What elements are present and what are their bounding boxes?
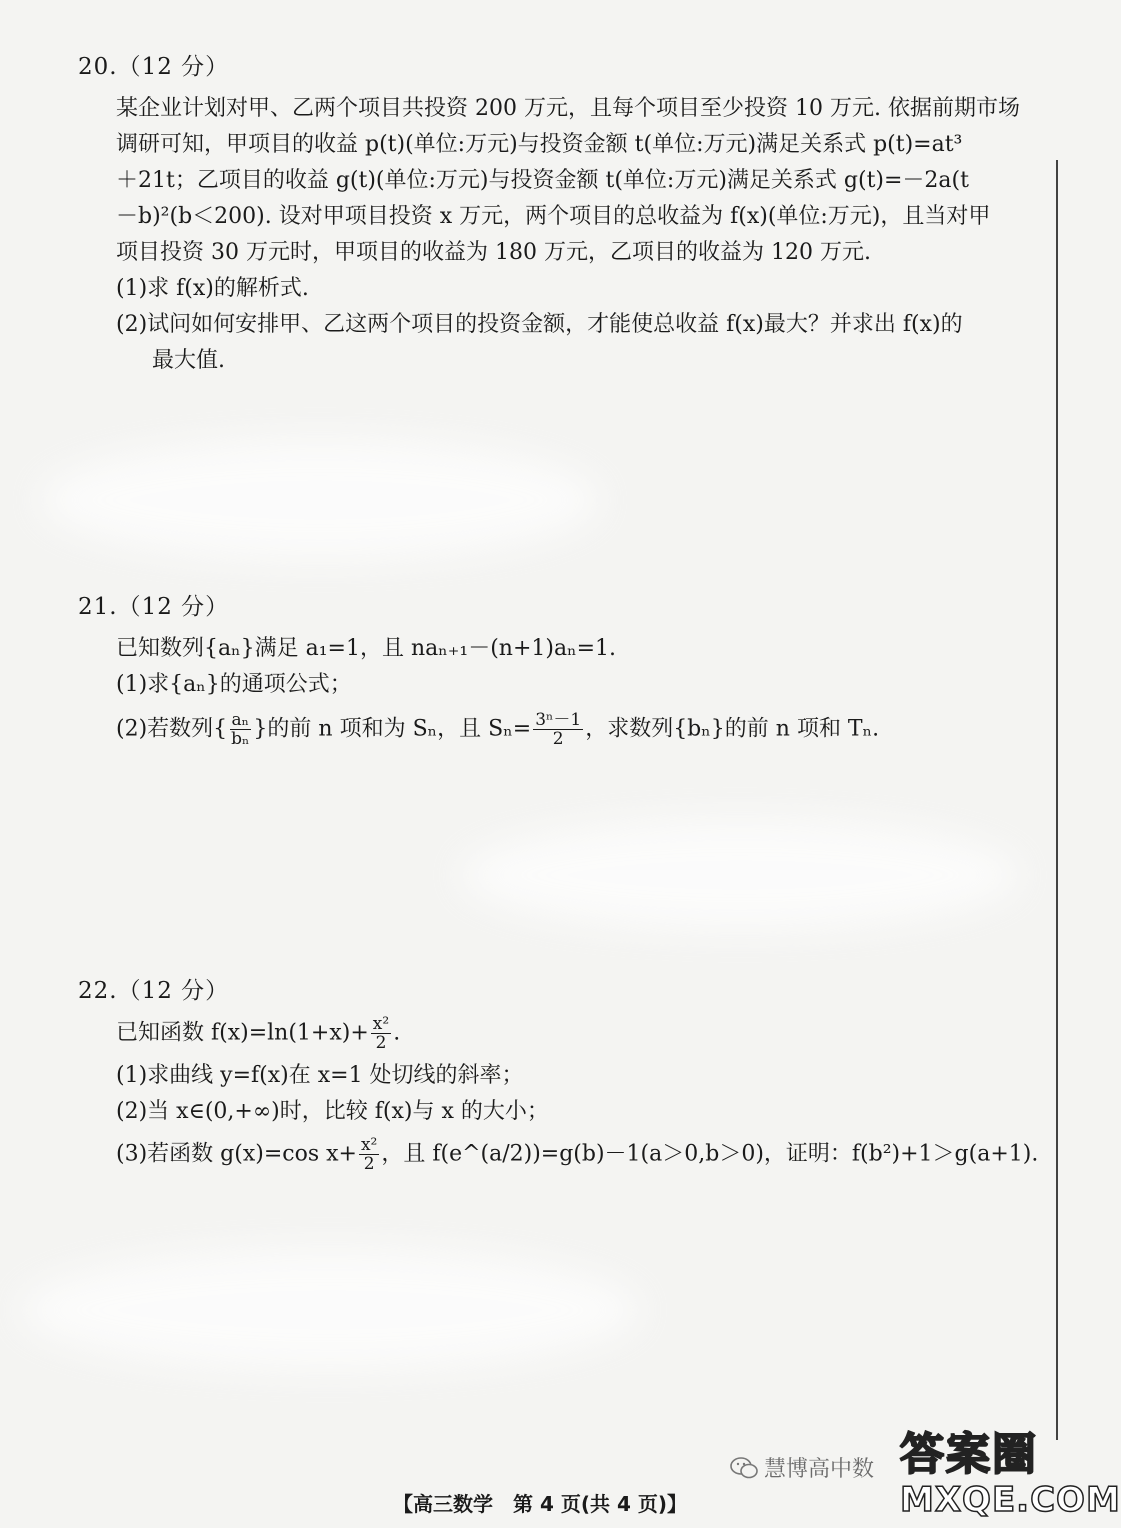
fraction-x2-over-2 [359, 1136, 379, 1173]
page-edge-line [1056, 160, 1058, 1440]
scan-smudge [460, 820, 1020, 930]
wechat-icon [730, 1457, 758, 1479]
question-20-line: 某企业计划对甲、乙两个项目共投资 200 万元，且每个项目至少投资 10 万元. 依据前期市场 [116, 96, 1020, 121]
fraction-x2-over-2 [371, 1015, 391, 1052]
question-20 [78, 48, 1038, 379]
question-20-line: －b)²(b＜200). 设对甲项目投资 x 万元，两个项目的总收益为 f(x)(单位:万元)，且当对甲 [116, 204, 991, 229]
question-20-line: ＋21t；乙项目的收益 g(t)(单位:万元)与投资金额 t(单位:万元)满足关系式 g(t)=－2a(t [116, 168, 969, 193]
fraction-sn [533, 711, 583, 748]
question-22-heading: 22.（12 分） [78, 978, 230, 1004]
question-20-part-2: (2)试问如何安排甲、乙这两个项目的投资金额，才能使总收益 f(x)最大？并求出 f(x)的 [116, 312, 963, 337]
question-20-part-1: (1)求 f(x)的解析式. [116, 276, 309, 301]
question-21-part-1: (1)求{aₙ}的通项公式； [116, 672, 352, 697]
fraction-numerator: x² [360, 1135, 378, 1155]
fraction-numerator: aₙ [231, 710, 250, 730]
question-21 [78, 588, 1038, 748]
text-segment: (3)若函数 g(x)=cos x+ [116, 1141, 357, 1167]
question-21-part-2 [78, 711, 1038, 748]
text-segment: (2)若数列{ [116, 716, 228, 742]
watermark-text: 慧博高中数 [764, 1457, 875, 1482]
text-segment: }的前 n 项和为 Sₙ，且 Sₙ= [253, 716, 532, 742]
scan-smudge [20, 1250, 640, 1370]
fraction-numerator: 3ⁿ－1 [535, 710, 582, 730]
question-22-stem [78, 1015, 1038, 1052]
logo-title: 答案圈 [900, 1429, 1038, 1480]
question-20-line: 调研可知，甲项目的收益 p(t)(单位:万元)与投资金额 t(单位:万元)满足关系式 p(t)=at³ [116, 132, 963, 157]
wechat-watermark [730, 1452, 874, 1483]
fraction-a-over-b [229, 711, 251, 748]
fraction-denominator: 2 [363, 1154, 375, 1174]
question-21-heading: 21.（12 分） [78, 594, 230, 620]
page-footer: 【高三数学 第 4 页(共 4 页)】 [393, 1492, 687, 1516]
logo-domain: MXQE.COM [900, 1480, 1121, 1520]
question-22-part-1: (1)求曲线 y=f(x)在 x=1 处切线的斜率； [116, 1063, 524, 1088]
question-21-stem: 已知数列{aₙ}满足 a₁=1，且 naₙ₊₁－(n+1)aₙ=1. [116, 636, 617, 661]
question-22-part-2: (2)当 x∈(0,+∞)时，比较 f(x)与 x 的大小； [116, 1099, 549, 1124]
question-22-part-3 [78, 1136, 1038, 1173]
question-20-part-2-cont: 最大值. [152, 348, 225, 373]
text-segment: 已知函数 f(x)=ln(1+x)+ [116, 1020, 369, 1046]
fraction-denominator: 2 [375, 1033, 387, 1053]
fraction-numerator: x² [372, 1014, 390, 1034]
question-22 [78, 972, 1038, 1173]
scan-smudge [40, 440, 600, 560]
text-segment: . [393, 1020, 401, 1046]
question-20-line: 项目投资 30 万元时，甲项目的收益为 180 万元，乙项目的收益为 120 万元. [116, 240, 871, 265]
fraction-denominator: 2 [552, 729, 564, 749]
question-20-heading: 20.（12 分） [78, 54, 230, 80]
text-segment: ，求数列{bₙ}的前 n 项和 Tₙ. [585, 716, 880, 742]
text-segment: ，且 f(e^(a/2))=g(b)－1(a＞0,b＞0)，证明：f(b²)+1＞g(a+1). [381, 1141, 1039, 1167]
fraction-denominator: bₙ [231, 729, 250, 749]
